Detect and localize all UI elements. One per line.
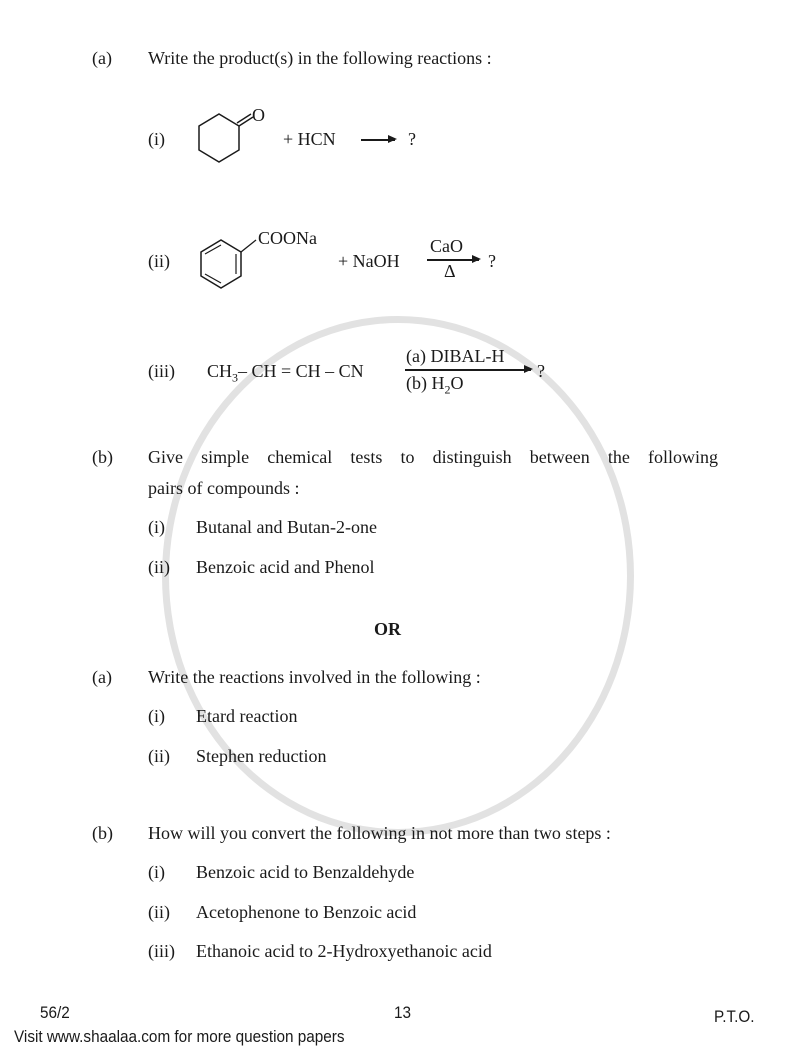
product: ? bbox=[488, 251, 496, 271]
cyclohexanone-structure bbox=[190, 100, 280, 170]
subscript: 2 bbox=[444, 382, 451, 397]
condition-above: CaO bbox=[430, 236, 463, 256]
question-label-a: (a) bbox=[92, 48, 112, 68]
condition-below: Δ bbox=[444, 261, 456, 281]
item-text: Ethanoic acid to 2-Hydroxyethanoic acid bbox=[196, 941, 492, 961]
substituent: COONa bbox=[258, 228, 317, 248]
question-text: How will you convert the following in not more than two steps : bbox=[148, 823, 611, 843]
product: ? bbox=[408, 129, 416, 149]
item-label: (ii) bbox=[148, 557, 170, 577]
reaction-label: (i) bbox=[148, 129, 165, 149]
oxygen-atom: O bbox=[252, 105, 265, 125]
paper-code: 56/2 bbox=[40, 1003, 70, 1022]
item-text: Butanal and Butan-2-one bbox=[196, 517, 377, 537]
or-divider: OR bbox=[374, 619, 401, 639]
condition-part: O bbox=[450, 373, 464, 393]
reaction-label: (ii) bbox=[148, 251, 170, 271]
product: ? bbox=[537, 361, 545, 381]
page-number: 13 bbox=[394, 1003, 412, 1022]
reaction-label: (iii) bbox=[148, 361, 175, 381]
item-text: Acetophenone to Benzoic acid bbox=[196, 902, 417, 922]
question-label-b: (b) bbox=[92, 823, 113, 843]
condition-above: (a) DIBAL-H bbox=[406, 346, 505, 366]
reaction-arrow-icon bbox=[361, 139, 395, 141]
reaction-arrow-icon bbox=[405, 369, 531, 371]
reagent: + NaOH bbox=[338, 251, 400, 271]
question-text: Give simple chemical tests to distinguish between the following bbox=[148, 447, 718, 467]
question-label-a: (a) bbox=[92, 667, 112, 687]
item-label: (ii) bbox=[148, 902, 170, 922]
reactant-part: CH bbox=[207, 361, 233, 381]
item-label: (i) bbox=[148, 862, 165, 882]
condition-below bbox=[406, 373, 464, 400]
item-text: Stephen reduction bbox=[196, 746, 327, 766]
question-label-b: (b) bbox=[92, 447, 113, 467]
subscript: 3 bbox=[232, 370, 239, 385]
reagent: + HCN bbox=[283, 129, 336, 149]
item-label: (ii) bbox=[148, 746, 170, 766]
question-text: Write the reactions involved in the following : bbox=[148, 667, 481, 687]
visit-link[interactable]: Visit www.shaalaa.com for more question papers bbox=[14, 1027, 345, 1046]
item-label: (i) bbox=[148, 706, 165, 726]
item-label: (i) bbox=[148, 517, 165, 537]
reactant bbox=[207, 361, 364, 388]
question-text: pairs of compounds : bbox=[148, 478, 300, 498]
item-label: (iii) bbox=[148, 941, 175, 961]
question-text: Write the product(s) in the following reactions : bbox=[148, 48, 492, 68]
pto-label: P.T.O. bbox=[714, 1007, 755, 1026]
reactant-part: – CH = CH – CN bbox=[238, 361, 364, 381]
condition-part: (b) H bbox=[406, 373, 445, 393]
item-text: Benzoic acid to Benzaldehyde bbox=[196, 862, 415, 882]
item-text: Benzoic acid and Phenol bbox=[196, 557, 375, 577]
item-text: Etard reaction bbox=[196, 706, 298, 726]
